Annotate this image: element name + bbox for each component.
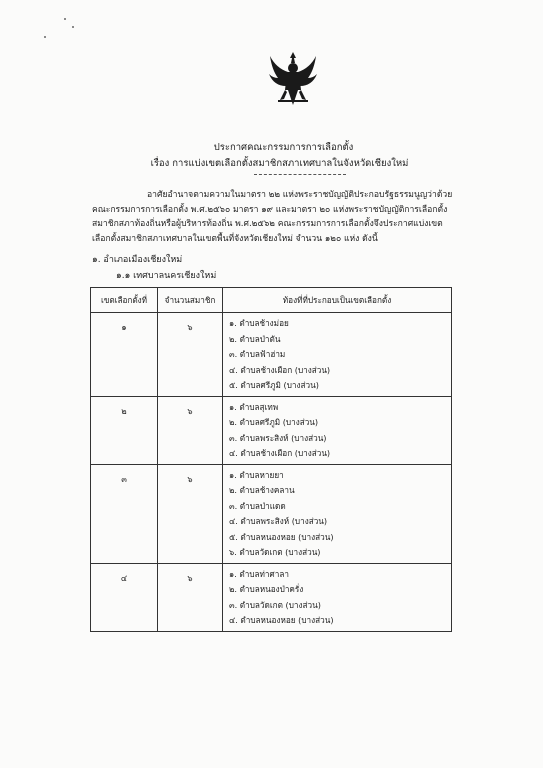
announcement-title: ประกาศคณะกรรมการการเลือกตั้ง	[213, 142, 354, 153]
area-item: ๓. ตำบลป่าแดด	[229, 500, 286, 511]
area-item: ๒. ตำบลช้างคลาน	[229, 485, 295, 495]
preamble-line: อาศัยอำนาจตามความในมาตรา ๒๒ แห่งพระราชบัญญัติประกอบรัฐธรรมนูญว่าด้วย	[147, 190, 453, 200]
zone-number: ๑	[91, 313, 158, 397]
area-item: ๒. ตำบลหนองป่าครั่ง	[229, 584, 304, 594]
area-item: ๑. ตำบลสุเทพ	[229, 401, 279, 412]
scan-speck	[72, 26, 74, 28]
area-item: ๓. ตำบลวัดเกต (บางส่วน)	[229, 599, 321, 610]
member-count: ๖	[158, 313, 223, 397]
area-item: ๒. ตำบลศรีภูมิ (บางส่วน)	[229, 417, 319, 427]
constituency-table	[90, 287, 452, 632]
area-item: ๓. ตำบลฟ้าฮ่าม	[229, 349, 286, 359]
area-item: ๓. ตำบลพระสิงห์ (บางส่วน)	[229, 432, 327, 443]
area-item: ๕. ตำบลศรีภูมิ (บางส่วน)	[229, 380, 319, 390]
preamble-line: สมาชิกสภาท้องถิ่นหรือผู้บริหารท้องถิ่น พ.ศ.๒๕๖๒ คณะกรรมการการเลือกตั้งจึงประกาศแบ่งเขต	[92, 219, 443, 229]
announcement-subject: เรื่อง การแบ่งเขตเลือกตั้งสมาชิกสภาเทศบาลในจังหวัดเชียงใหม่	[150, 158, 409, 169]
area-item: ๔. ตำบลช้างเผือก (บางส่วน)	[229, 448, 331, 458]
area-item: ๑. ตำบลท่าศาลา	[229, 568, 289, 579]
zone-number: ๓	[91, 464, 158, 563]
area-item: ๒. ตำบลป่าตัน	[229, 333, 281, 344]
member-count: ๖	[158, 464, 223, 563]
header-members: จำนวนสมาชิก	[158, 288, 223, 313]
table-header-row	[91, 288, 452, 313]
area-item: ๑. ตำบลหายยา	[229, 469, 284, 480]
area-item: ๔. ตำบลพระสิงห์ (บางส่วน)	[229, 516, 328, 526]
scan-speck	[44, 36, 46, 38]
subsection-heading: ๑.๑ เทศบาลนครเชียงใหม่	[116, 271, 217, 281]
area-item: ๔. ตำบลช้างเผือก (บางส่วน)	[229, 364, 331, 375]
zone-number: ๔	[91, 563, 158, 631]
member-count: ๖	[158, 563, 223, 631]
area-item: ๖. ตำบลวัดเกต (บางส่วน)	[229, 547, 321, 557]
title-separator	[254, 174, 346, 175]
preamble-paragraph	[92, 188, 452, 246]
area-list	[223, 563, 452, 631]
scan-speck	[64, 18, 66, 20]
table-row	[91, 563, 452, 631]
header-areas: ท้องที่ที่ประกอบเป็นเขตเลือกตั้ง	[223, 288, 452, 313]
table-row	[91, 313, 452, 397]
area-list	[223, 313, 452, 397]
table-row	[91, 464, 452, 563]
area-list	[223, 396, 452, 464]
garuda-emblem-icon	[268, 50, 318, 108]
member-count: ๖	[158, 396, 223, 464]
area-list	[223, 464, 452, 563]
preamble-line: เลือกตั้งสมาชิกสภาเทศบาลในเขตพื้นที่จังหวัดเชียงใหม่ จำนวน ๑๒๐ แห่ง ดังนี้	[92, 233, 378, 244]
area-item: ๑. ตำบลช้างม่อย	[229, 318, 289, 328]
header-zone: เขตเลือกตั้งที่	[91, 288, 158, 313]
zone-number: ๒	[91, 396, 158, 464]
area-item: ๔. ตำบลหนองหอย (บางส่วน)	[229, 615, 334, 625]
area-item: ๕. ตำบลหนองหอย (บางส่วน)	[229, 531, 334, 542]
preamble-line: คณะกรรมการการเลือกตั้ง พ.ศ.๒๕๖๐ มาตรา ๑๙ และมาตรา ๒๐ แห่งพระราชบัญญัติการเลือกตั้ง	[92, 204, 448, 215]
section-heading: ๑. อำเภอเมืองเชียงใหม่	[92, 255, 183, 265]
table-row	[91, 396, 452, 464]
